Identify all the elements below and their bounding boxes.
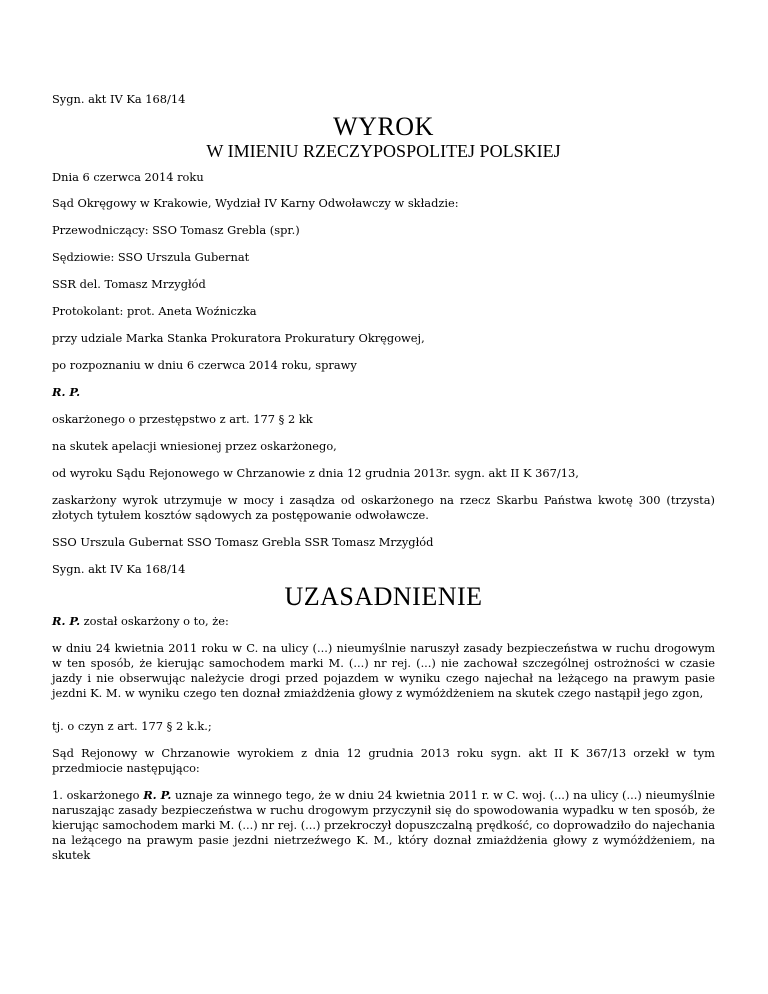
lower-court-ruling: Sąd Rejonowy w Chrzanowie wyrokiem z dnia 12 grudnia 2013 roku sygn. akt II K 367/13 orzekł w tym przedmiocie następująco: [52,746,715,775]
case-signature: Sygn. akt IV Ka 168/14 [52,92,186,106]
signatories: SSO Urszula Gubernat SSO Tomasz Grebla SSR Tomasz Mrzygłód [52,535,434,549]
ruling: zaskarżony wyrok utrzymuje w mocy i zasądza od oskarżonego na rzecz Skarbu Państwa kwotę 300 (trzysta) złotych tytułem kosztów sądowych za postępowanie odwoławcze. [52,493,715,522]
appeal-info: na skutek apelacji wniesionej przez oskarżonego, [52,439,337,453]
hearing-date: po rozpoznaniu w dniu 6 czerwca 2014 roku, sprawy [52,358,357,372]
court-composition: Sąd Okręgowy w Krakowie, Wydział IV Karny Odwoławczy w składzie: [52,196,459,210]
accused-intro [52,614,229,629]
charge-2: tj. o czyn z art. 177 § 2 k.k.; [52,719,212,733]
presiding-judge: Przewodniczący: SSO Tomasz Grebla (spr.) [52,223,300,237]
justification-title: UZASADNIENIE [284,582,483,611]
verdict-subtitle: W IMIENIU RZECZYPOSPOLITEJ POLSKIEJ [206,141,561,161]
accused-name-2: R. P. [52,614,81,628]
charge: oskarżonego o przestępstwo z art. 177 § 2 kk [52,412,313,426]
accused-name: R. P. [52,385,81,399]
accused-intro-text: został oskarżony o to, że: [80,614,229,628]
case-signature-2: Sygn. akt IV Ka 168/14 [52,562,186,576]
court-clerk: Protokolant: prot. Aneta Woźniczka [52,304,257,318]
judges: Sędziowie: SSO Urszula Gubernat [52,250,250,264]
lower-court-judgment: od wyroku Sądu Rejonowego w Chrzanowie z dnia 12 grudnia 2013r. sygn. akt II K 367/13, [52,466,579,480]
verdict-title: WYROK [333,112,434,141]
point1-name: R. P. [143,788,172,802]
point1-text: uznaje za winnego tego, że w dniu 24 kwietnia 2011 r. w C. woj. (...) na ulicy (...) nieumyślnie naruszając zasady bezpieczeństwa w ruchu drogowym przyczynił się do spowodowania wypadku w ten sposób, że kierując samochodem marki M. (...) nr rej. (...) przekroczył dopuszczalną prędkość, co doprowadziło do najechania na leżącego na prawym pasie jezdni nietrzeźwego K. M., który doznał zmiażdżenia głowy z wymóżdżeniem, na skutek [52,788,715,862]
point1-prefix: 1. oskarżonego [52,788,144,802]
judge-delegated: SSR del. Tomasz Mrzygłód [52,277,206,291]
prosecutor: przy udziale Marka Stanka Prokuratora Prokuratury Okręgowej, [52,331,425,345]
ruling-point-1 [52,788,715,863]
verdict-date: Dnia 6 czerwca 2014 roku [52,170,204,184]
facts: w dniu 24 kwietnia 2011 roku w C. na ulicy (...) nieumyślnie naruszył zasady bezpieczeństwa w ruchu drogowym w ten sposób, że kierując samochodem marki M. (...) nr rej. (...) nie zachował szczególnej ostrożności w czasie jazdy i nie obserwując należycie drogi przed pojazdem w wyniku czego najechał na leżącego na prawym pasie jezdni K. M. w wyniku czego ten doznał zmiażdżenia głowy z wymóżdżeniem na skutek czego nastąpił jego zgon, [52,641,715,700]
